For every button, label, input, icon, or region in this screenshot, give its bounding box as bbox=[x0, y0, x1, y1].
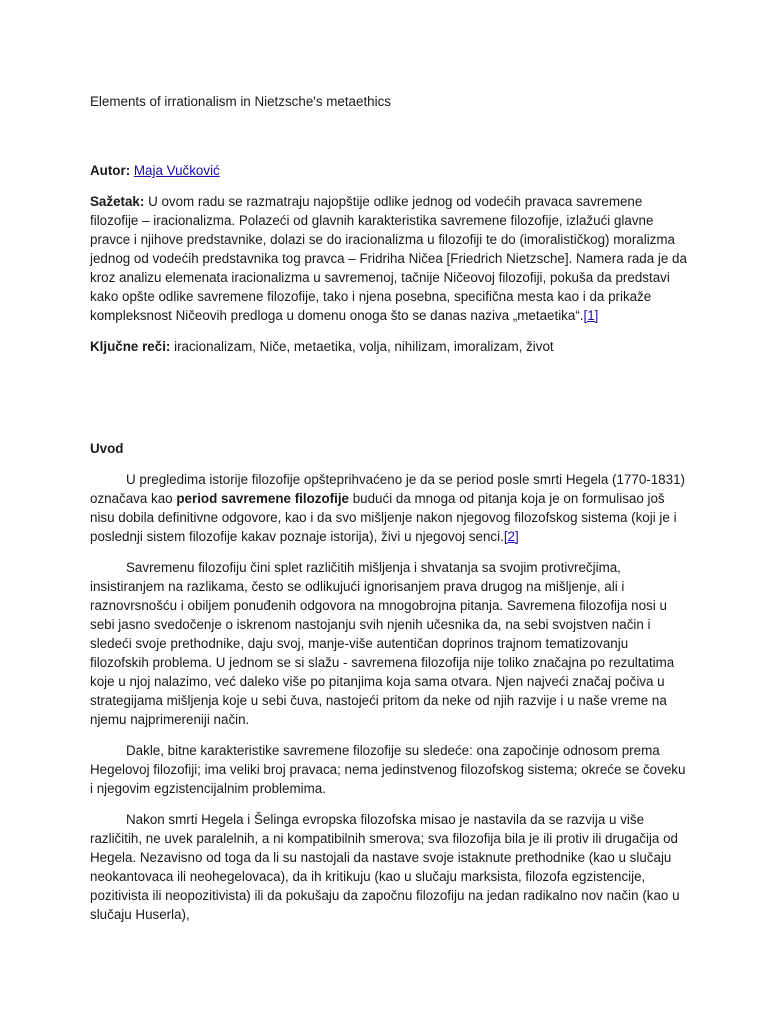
paragraph-2: Savremenu filozofiju čini splet različitih mišljenja i shvatanja sa svojim protivrečjima, insistiranjem na razlikama, često se odlikujući ignorisanjem prava drugog na mišljenje, ali i raznovrsnošću i obiljem ponuđenih odgovora na mnogobrojna pitanja. Savremena filozofija nosi u sebi jasno svedočenje o iskrenom nastojanju svih njenih učesnika da, na sebi svojstven način i sledeći svoje prethodnike, daju svoj, manje-više autentičan doprinos trajnom tematizovanju filozofskih problema. U jednom se si slažu - savremena filozofija nije toliko značajna po rezultatima koje u njoj nalazimo, već daleko više po pitanjima koja sama otvara. Njen najveći značaj počiva u strategijama mišljenja koje u sebi čuva, nastojeći pritom da neke od njih razvije i u naše vreme na njemu najprimereniji način. bbox=[90, 560, 675, 727]
keywords-text: iracionalizam, Niče, metaetika, volja, nihilizam, imoralizam, život bbox=[170, 339, 554, 354]
paragraph-1-bold: period savremene filozofije bbox=[176, 491, 349, 506]
author-label: Autor: bbox=[90, 163, 131, 178]
paragraph-1-text-b: budući da mnoga od pitanja koja je on formulisao još nisu dobila definitivne odgovore, kao i da svo mišljenje nakon njegovog filozofskog sistema (koji je i poslednji sistem filozofije kakav poznaje istorija), živi u njegovoj senci. bbox=[90, 491, 677, 544]
paragraph-3: Dakle, bitne karakteristike savremene filozofije su sledeće: ona započinje odnosom prema Hegelovoj filozofiji; ima veliki broj pravaca; nema jedinstvenog filozofskog sistema; okreće se čoveku i njegovim egzistencijalnim problemima. bbox=[90, 743, 686, 796]
document-body bbox=[90, 92, 690, 936]
abstract-label: Sažetak: bbox=[90, 194, 145, 209]
footnote-link-1[interactable]: [1] bbox=[583, 308, 599, 323]
paragraph-1-text-a: U pregledima istorije filozofije opšteprihvaćeno je da se period posle smrti Hegela (1770-1831) označava kao bbox=[90, 472, 685, 506]
paragraph-1 bbox=[90, 470, 690, 546]
keywords-label: Ključne reči: bbox=[90, 339, 171, 354]
footnote-link-2[interactable]: [2] bbox=[503, 529, 519, 544]
paragraph-4: Nakon smrti Hegela i Šelinga evropska filozofska misao je nastavila da se razvija u više različitih, ne uvek paralelnih, a ni kompatibilnih smerova; sva filozofija bila je ili protiv ili drugačija od Hegela. Nezavisno od toga da li su nastojali da nastave svoje istaknute prethodnike (kao u slučaju neokantovaca ili neohegelovaca), da ih kritikuju (kao u slučaju marksista, filozofa egzistencije, pozitivista ili neopozitivista) ili da pokušaju da započnu filozofiju na jedan radikalno nov način (kao u slučaju Huserla), bbox=[90, 812, 680, 922]
author-line bbox=[90, 161, 690, 180]
abstract-text: U ovom radu se razmatraju najopštije odlike jednog od vodećih pravaca savremene filozofije – iracionalizma. Polazeći od glavnih karakteristika savremene filozofije, izlažući glavne pravce i njihove predstavnike, dolazi se do iracionalizma u filozofiji te do (imoralističkog) moralizma jednog od vodećih predstavnika tog pravca – Fridriha Ničea [Friedrich Nietzsche]. Namera rada je da kroz analizu elemenata iracionalizma u savremenoj, tačnije Ničeovoj filozofiji, pokuša da predstavi kako opšte odlike savremene filozofije, tako i njena posebna, specifična mesta kao i da prikaže kompleksnost Ničeovih predloga u domenu onoga što se danas naziva „metaetika“. bbox=[90, 194, 687, 323]
keywords bbox=[90, 337, 690, 356]
section-heading-uvod: Uvod bbox=[90, 441, 124, 456]
abstract bbox=[90, 192, 690, 325]
document-title: Elements of irrationalism in Nietzsche's metaethics bbox=[90, 94, 391, 109]
author-link[interactable]: Maja Vučković bbox=[133, 163, 220, 178]
